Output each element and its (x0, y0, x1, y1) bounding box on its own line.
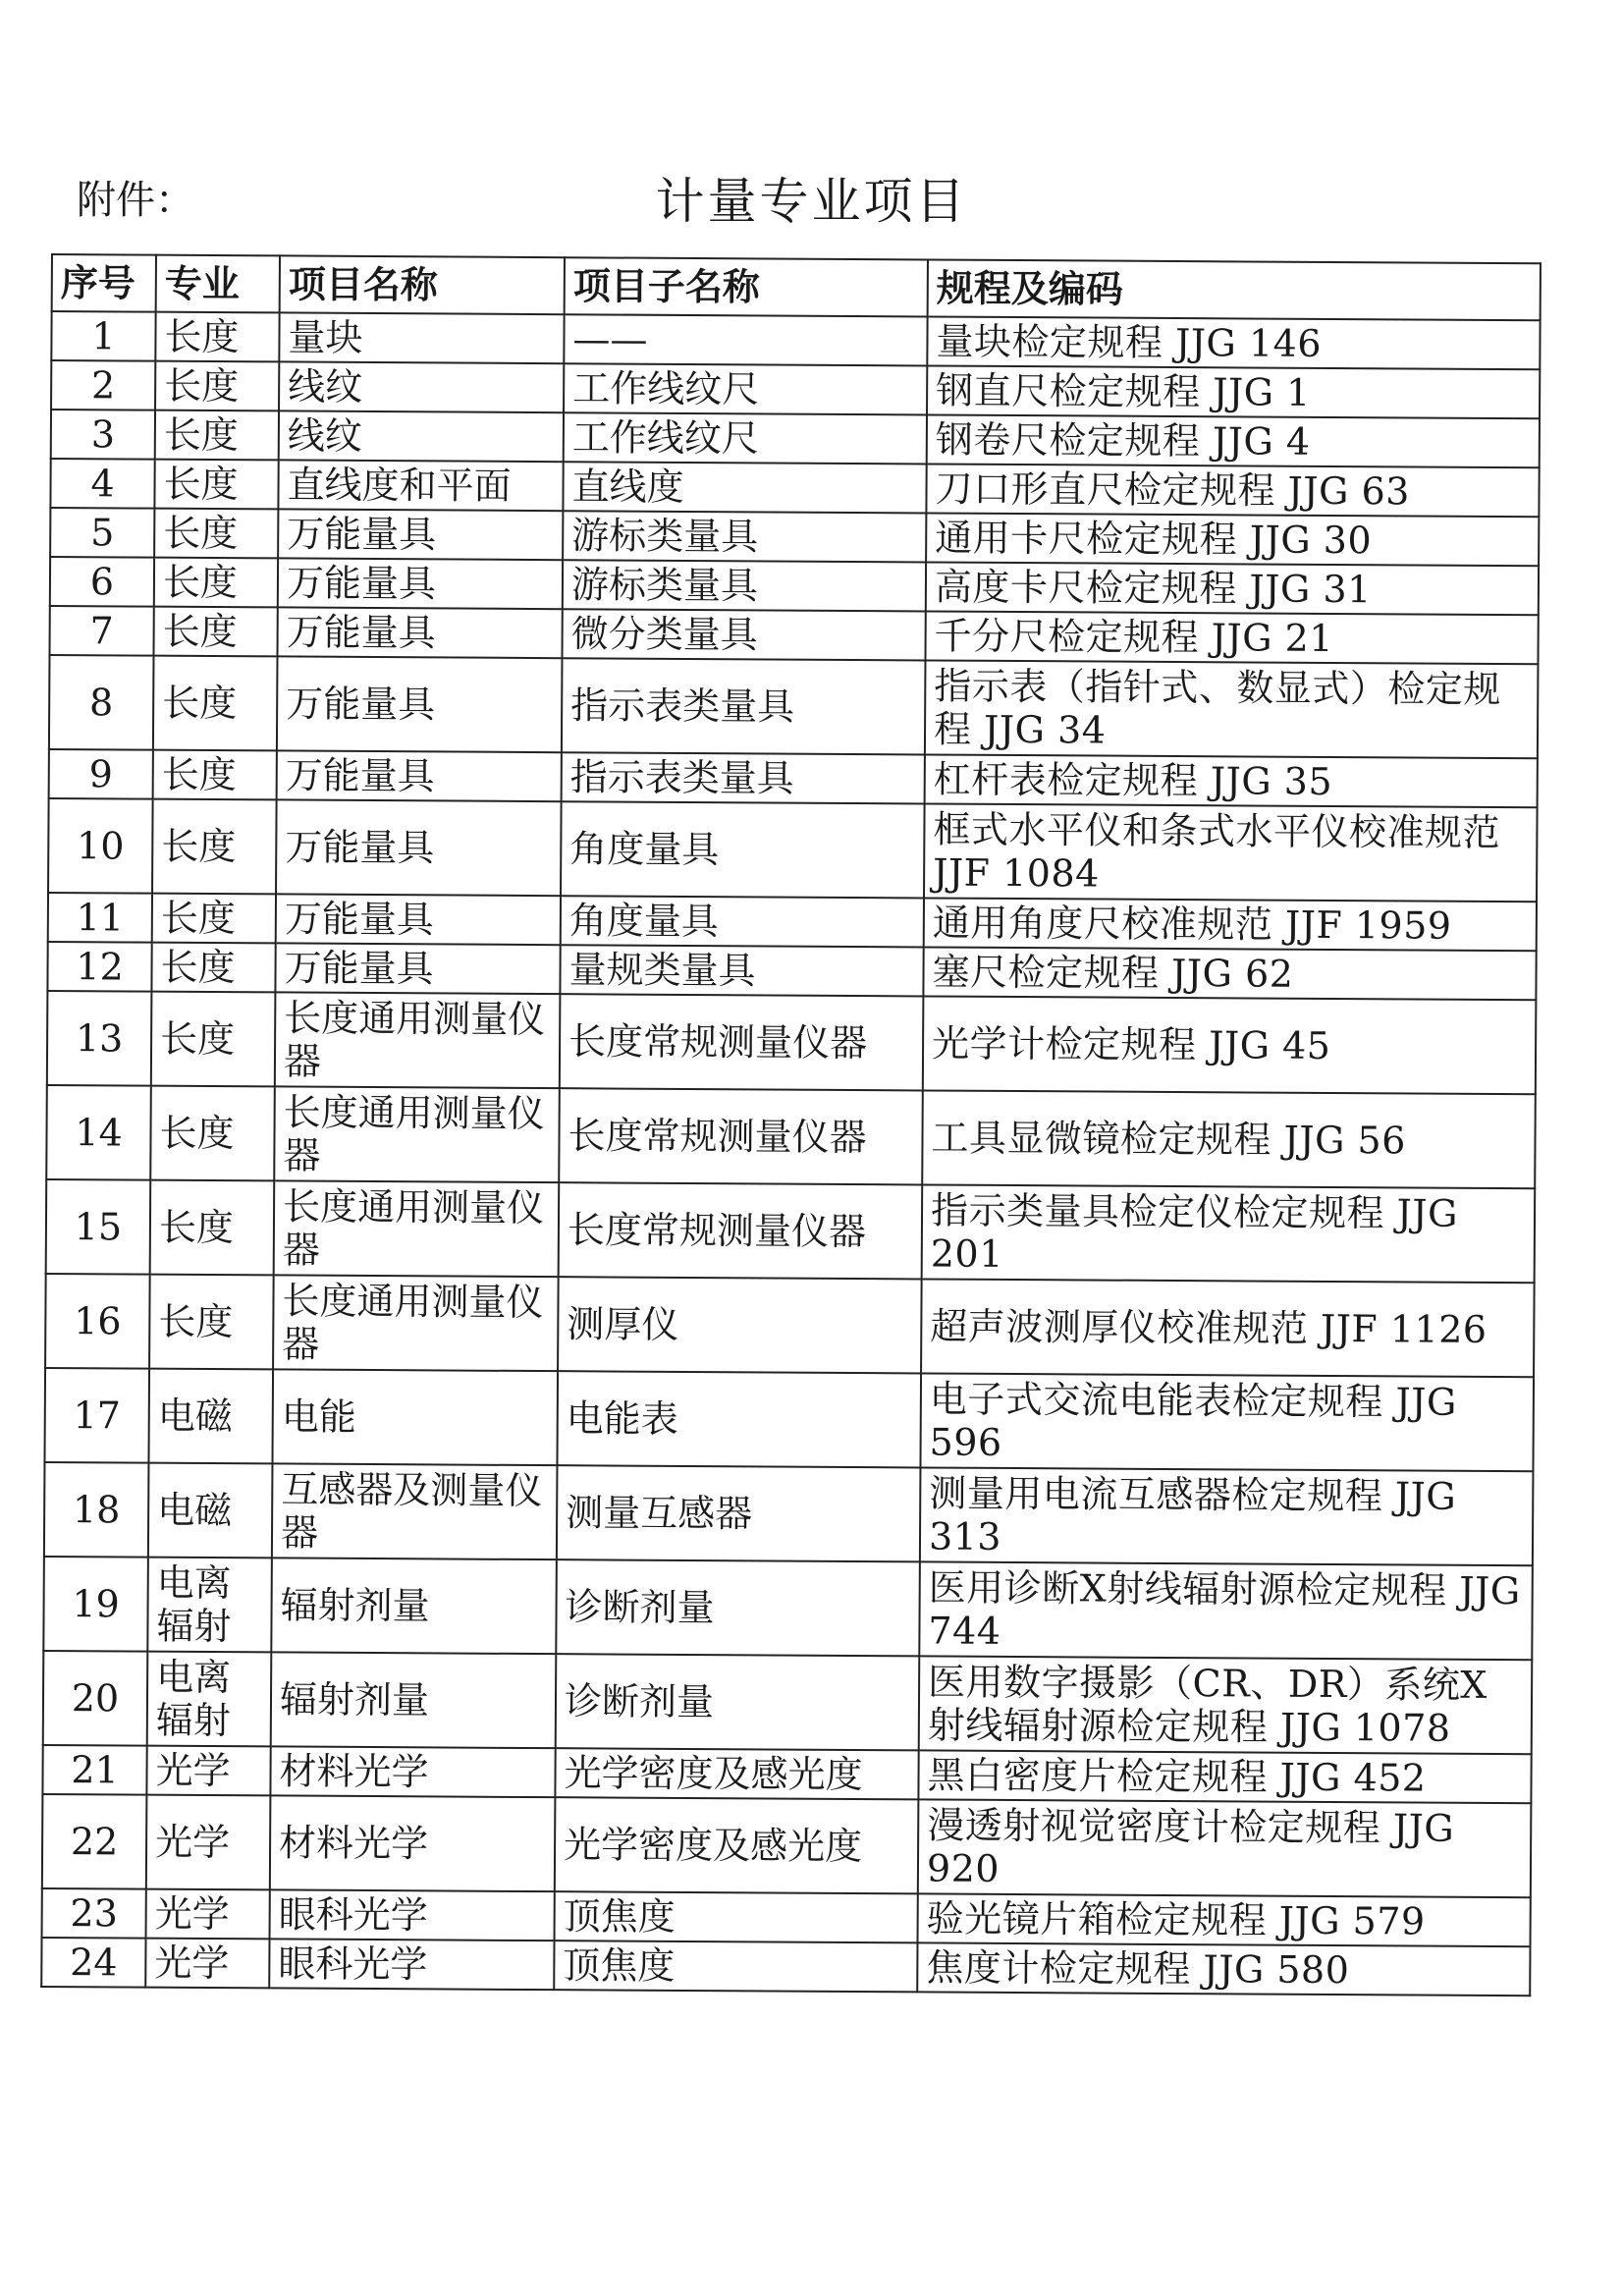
cell-spec: 医用数字摄影（CR、DR）系统X射线辐射源检定规程 JJG 1078 (919, 1656, 1533, 1754)
column-header-no: 序号 (52, 254, 156, 312)
cell-name: 万能量具 (276, 799, 562, 896)
project-table (40, 253, 1542, 1996)
column-header-spec: 规程及编码 (928, 259, 1541, 320)
cell-name: 直线度和平面 (278, 460, 563, 511)
cell-major: 长度 (153, 656, 278, 751)
cell-no: 23 (42, 1888, 146, 1939)
cell-name: 万能量具 (278, 509, 563, 560)
cell-sub: 指示表类量具 (562, 658, 926, 754)
cell-spec: 塞尺检定规程 JJG 62 (923, 947, 1536, 1000)
column-header-sub: 项目子名称 (565, 257, 928, 316)
table-row (44, 1462, 1534, 1565)
cell-major: 长度 (150, 1180, 275, 1276)
cell-major: 光学 (146, 1795, 271, 1890)
cell-no: 22 (42, 1794, 147, 1889)
cell-no: 14 (46, 1085, 151, 1180)
cell-name: 长度通用测量仪器 (275, 992, 561, 1088)
cell-no: 17 (44, 1368, 149, 1463)
table-row (47, 991, 1537, 1094)
table-row (50, 606, 1539, 664)
cell-no: 9 (49, 749, 153, 799)
cell-no: 12 (47, 942, 151, 992)
table-row (49, 749, 1538, 807)
cell-no: 16 (45, 1274, 150, 1369)
cell-name: 万能量具 (277, 656, 563, 752)
cell-name: 万能量具 (276, 894, 561, 945)
cell-sub: 长度常规测量仪器 (560, 994, 924, 1090)
cell-sub: 光学密度及感光度 (555, 1797, 919, 1893)
cell-name: 线纹 (279, 410, 564, 462)
cell-spec: 钢卷尺检定规程 JJG 4 (927, 414, 1540, 467)
cell-sub: 工作线纹尺 (564, 412, 927, 464)
cell-major: 长度 (149, 1275, 274, 1370)
cell-sub: 长度常规测量仪器 (559, 1182, 923, 1279)
cell-major: 电磁 (148, 1369, 273, 1464)
cell-major: 电磁 (148, 1463, 273, 1558)
cell-sub: 诊断剂量 (556, 1559, 920, 1656)
cell-sub: 量规类量具 (560, 945, 923, 996)
cell-spec: 测量用电流互感器检定规程 JJG 313 (920, 1467, 1534, 1565)
cell-spec: 通用卡尺检定规程 JJG 30 (926, 513, 1539, 566)
cell-sub: 角度量具 (561, 801, 925, 898)
cell-no: 19 (43, 1557, 148, 1652)
cell-no: 10 (48, 798, 153, 894)
cell-no: 5 (50, 508, 154, 558)
cell-no: 24 (41, 1938, 145, 1988)
cell-name: 长度通用测量仪器 (274, 1086, 560, 1182)
table-row (49, 655, 1539, 758)
cell-sub: 游标类量具 (563, 511, 926, 562)
cell-major: 电离辐射 (147, 1558, 272, 1653)
cell-sub: 顶焦度 (554, 1941, 917, 1992)
cell-sub: 测厚仪 (558, 1277, 922, 1373)
cell-spec: 焦度计检定规程 JJG 580 (917, 1942, 1530, 1995)
cell-spec: 超声波测厚仪校准规范 JJF 1126 (921, 1279, 1535, 1377)
cell-no: 8 (49, 655, 154, 750)
cell-major: 光学 (146, 1889, 270, 1940)
cell-major: 长度 (155, 410, 279, 461)
cell-no: 20 (43, 1651, 148, 1746)
cell-no: 18 (44, 1462, 149, 1558)
cell-spec: 指示类量具检定仪检定规程 JJG 201 (922, 1184, 1536, 1283)
table-row (45, 1274, 1535, 1377)
table-row (42, 1745, 1531, 1803)
cell-sub: 工作线纹尺 (564, 363, 927, 414)
cell-name: 万能量具 (275, 943, 560, 994)
page-title: 计量专业项目 (655, 173, 968, 230)
cell-no: 13 (47, 991, 152, 1086)
cell-spec: 漫透射视觉密度计检定规程 JJG 920 (918, 1799, 1532, 1897)
cell-sub: 诊断剂量 (556, 1654, 920, 1750)
cell-spec: 框式水平仪和条式水平仪校准规范 JJF 1084 (924, 803, 1538, 902)
cell-name: 辐射剂量 (271, 1652, 557, 1748)
cell-spec: 钢直尺检定规程 JJG 1 (927, 365, 1540, 418)
table-row (46, 1085, 1536, 1188)
cell-major: 电离辐射 (147, 1652, 272, 1747)
table-row (43, 1651, 1533, 1754)
cell-spec: 杠杆表检定规程 JJG 35 (925, 754, 1538, 807)
cell-no: 2 (51, 360, 155, 410)
table-header-row (52, 254, 1541, 320)
cell-no: 3 (51, 410, 155, 460)
cell-spec: 指示表（指针式、数显式）检定规程 JJG 34 (925, 660, 1539, 758)
table-row (47, 942, 1536, 1000)
attachment-label: 附件： (77, 178, 194, 223)
cell-name: 长度通用测量仪器 (273, 1275, 559, 1371)
cell-major: 长度 (152, 894, 276, 944)
cell-sub: 长度常规测量仪器 (559, 1088, 923, 1184)
cell-spec: 电子式交流电能表检定规程 JJG 596 (920, 1373, 1534, 1471)
cell-name: 眼科光学 (270, 1889, 555, 1941)
cell-spec: 光学计检定规程 JJG 45 (923, 996, 1537, 1094)
cell-major: 长度 (155, 312, 279, 362)
cell-no: 4 (50, 459, 154, 509)
cell-name: 万能量具 (278, 558, 563, 609)
cell-spec: 验光镜片箱检定规程 JJG 579 (918, 1893, 1531, 1946)
cell-sub: 测量互感器 (557, 1465, 921, 1561)
table-row (43, 1557, 1533, 1660)
cell-no: 7 (50, 606, 154, 656)
table-row (41, 1938, 1530, 1995)
cell-major: 长度 (153, 750, 277, 800)
table-row (48, 893, 1537, 951)
cell-no: 15 (46, 1179, 151, 1275)
table-row (44, 1368, 1534, 1471)
cell-major: 长度 (154, 509, 278, 559)
column-header-name: 项目名称 (280, 255, 565, 314)
cell-major: 长度 (152, 799, 277, 895)
table-row (42, 1888, 1531, 1946)
table-row (42, 1794, 1532, 1897)
cell-spec: 高度卡尺检定规程 JJG 31 (926, 562, 1539, 615)
cell-name: 万能量具 (277, 750, 562, 801)
cell-spec: 刀口形直尺检定规程 JJG 63 (926, 464, 1539, 517)
table-row (50, 557, 1539, 615)
cell-name: 长度通用测量仪器 (274, 1180, 560, 1277)
cell-major: 光学 (145, 1939, 269, 1989)
table-row (50, 508, 1539, 566)
cell-no: 21 (42, 1745, 146, 1795)
table-row (51, 410, 1540, 467)
table-row (50, 459, 1539, 517)
cell-name: 量块 (279, 312, 564, 363)
table-row (46, 1179, 1536, 1283)
cell-spec: 医用诊断X射线辐射源检定规程 JJG 744 (919, 1561, 1533, 1660)
cell-major: 长度 (151, 992, 276, 1087)
cell-sub: 光学密度及感光度 (555, 1748, 918, 1799)
cell-major: 长度 (150, 1086, 275, 1181)
cell-sub: 游标类量具 (563, 560, 926, 611)
column-header-major: 专业 (156, 255, 280, 313)
cell-name: 材料光学 (270, 1746, 555, 1797)
cell-major: 长度 (154, 558, 278, 608)
cell-sub: 角度量具 (561, 896, 924, 947)
table-row (48, 798, 1538, 902)
cell-sub: —— (564, 314, 927, 365)
cell-sub: 指示表类量具 (562, 752, 925, 803)
cell-spec: 量块检定规程 JJG 146 (927, 316, 1540, 369)
cell-major: 光学 (146, 1746, 270, 1796)
cell-sub: 顶焦度 (555, 1891, 918, 1942)
table-row (51, 311, 1540, 369)
cell-sub: 直线度 (563, 462, 926, 513)
cell-name: 互感器及测量仪器 (272, 1463, 558, 1559)
cell-sub: 电能表 (557, 1371, 921, 1467)
cell-no: 6 (50, 557, 154, 607)
cell-no: 1 (51, 311, 155, 361)
cell-no: 11 (48, 893, 152, 943)
cell-major: 长度 (155, 361, 279, 411)
cell-major: 长度 (154, 460, 278, 510)
cell-name: 材料光学 (270, 1795, 556, 1891)
cell-spec: 千分尺检定规程 JJG 21 (925, 611, 1538, 664)
cell-name: 万能量具 (277, 607, 562, 658)
cell-name: 线纹 (279, 361, 564, 412)
cell-spec: 通用角度尺校准规范 JJF 1959 (924, 898, 1537, 951)
cell-name: 电能 (272, 1369, 558, 1465)
cell-spec: 工具显微镜检定规程 JJG 56 (922, 1090, 1536, 1188)
cell-name: 眼科光学 (269, 1939, 554, 1990)
cell-major: 长度 (151, 943, 275, 993)
cell-spec: 黑白密度片检定规程 JJG 452 (918, 1750, 1531, 1803)
cell-name: 辐射剂量 (271, 1558, 557, 1654)
cell-sub: 微分类量具 (562, 609, 925, 660)
cell-major: 长度 (153, 607, 277, 657)
table-row (51, 360, 1540, 418)
